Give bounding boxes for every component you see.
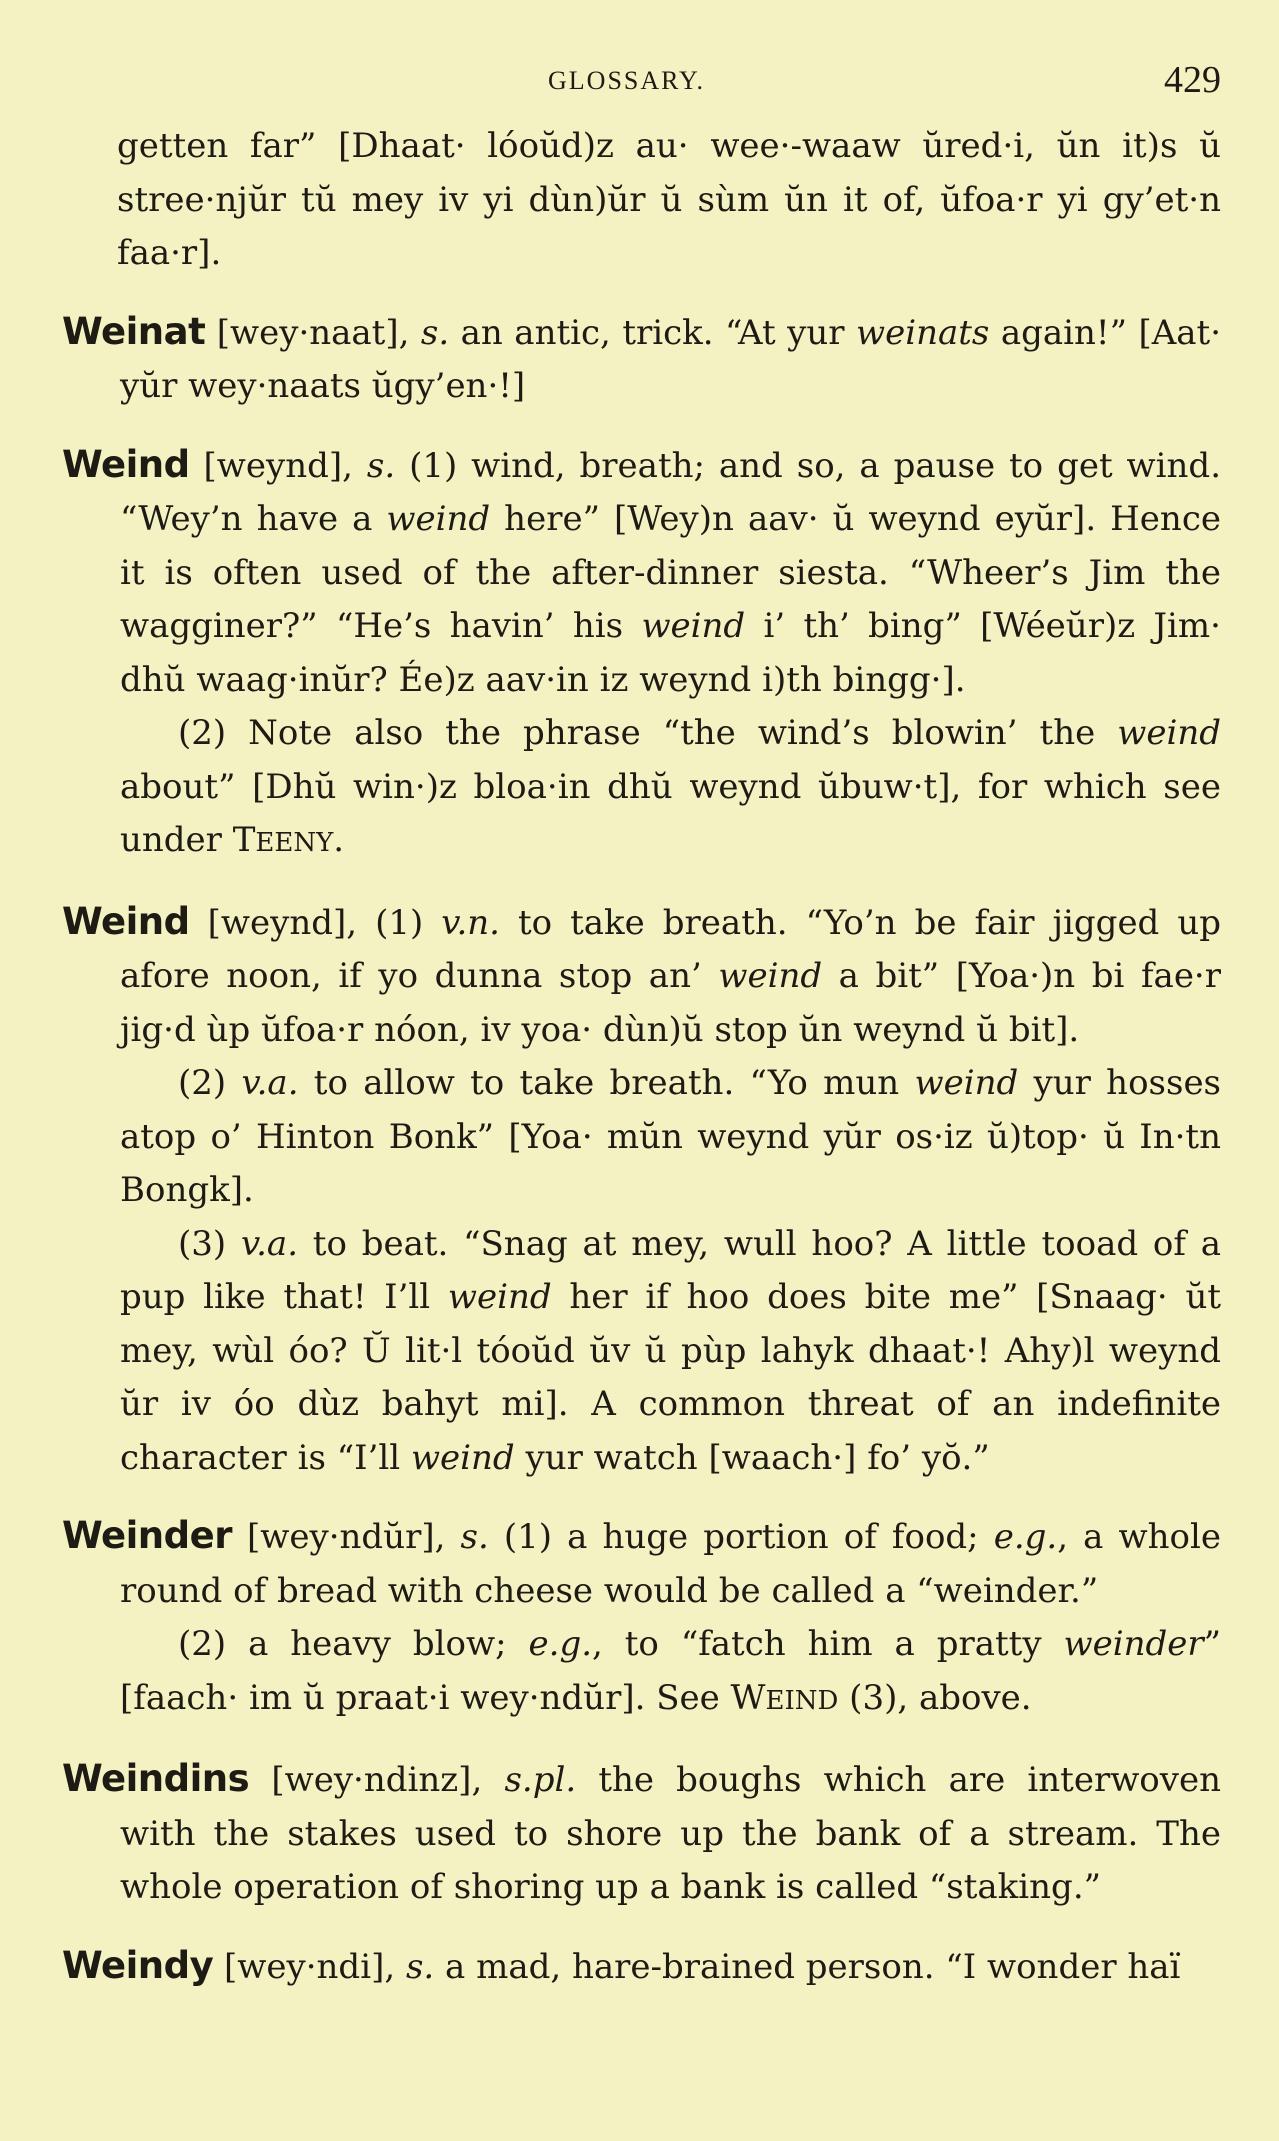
entry-text: about” [Dhŭ win·)z bloa·in dhŭ weynd ŭbuw·t], for which see under T xyxy=(120,766,1221,860)
italic-text: s. xyxy=(366,445,396,486)
italic-text: weind xyxy=(641,606,746,646)
italic-text: s. xyxy=(405,1946,435,1987)
entry-text: [wey·ndŭr], xyxy=(231,1517,461,1557)
glossary-entry xyxy=(32,305,1221,414)
small-caps-text: EIND xyxy=(765,1685,839,1716)
entry-text: yur watch [waach·] fo’ yŏ.” xyxy=(514,1437,990,1478)
page-header xyxy=(32,0,1221,120)
italic-text: weinats xyxy=(855,312,990,353)
entry-text: i’ th’ bing” [Wéeŭr)z Jim· dhŭ waag·inŭr? Ée)z aav·in iz weynd i)th bingg·]. xyxy=(120,606,1221,700)
entry-text: , a whole round of bread with cheese would be called a “weinder.” xyxy=(120,1517,1221,1611)
glossary-entry xyxy=(32,1939,1221,1995)
entry-text: [weynd], xyxy=(189,445,367,486)
entry-text: [wey·naat], xyxy=(205,312,421,353)
glossary-entry xyxy=(32,1752,1221,1915)
entry-text: , to “fatch him a pratty xyxy=(592,1624,1064,1664)
glossary-entries xyxy=(32,305,1221,1995)
glossary-entry xyxy=(32,1509,1221,1618)
entry-text: yur hosses atop o’ Hinton Bonk” [Yoa· mŭn weynd yŭr os·iz ŭ)top· ŭ In·tn Bongk]. xyxy=(120,1063,1222,1210)
entry-sense xyxy=(32,1218,1221,1486)
italic-text: weind xyxy=(1117,713,1221,753)
entry-text: to take breath. “Yo’n be fair jigged up afore noon, if yo dunna stop an’ xyxy=(120,902,1222,996)
italic-text: weind xyxy=(410,1437,515,1478)
entry-sense xyxy=(32,707,1221,871)
small-caps-text: EENY xyxy=(255,828,334,858)
entry-text: the boughs which are interwoven with the stakes used to shore up the bank of a stream. The whole operation of shoring up a bank is called “staking.” xyxy=(120,1760,1221,1907)
entry-text: [wey·ndi], xyxy=(213,1946,406,1987)
entry-text: her if hoo does bite me” [Snaag· ŭt mey, wùl óo? Ŭ lit·l tóoŭd ŭv ŭ pùp lahyk dhaat·! Ahy)l weynd ŭr iv óo dùz bahyt mi]. A common threat of an indefinite character is “I’ll xyxy=(120,1277,1221,1478)
entry-text: a bit” [Yoa·)n bi fae·r jig·d ùp ŭfoa·r nóon, iv yoa· dùn)ŭ stop ŭn weynd ŭ bit]. xyxy=(120,956,1221,1050)
italic-text: v.a. xyxy=(240,1223,299,1264)
italic-text: s. xyxy=(460,1517,489,1557)
entry-text: . xyxy=(333,820,345,860)
headword: Weinat xyxy=(62,309,206,353)
italic-text: weind xyxy=(386,499,491,539)
entry-text: [weynd], (1) xyxy=(189,902,442,943)
italic-text: weind xyxy=(447,1277,552,1317)
italic-text: e.g. xyxy=(993,1517,1058,1557)
glossary-entry xyxy=(32,438,1221,708)
entry-text: again!” [Aat· yŭr wey·naats ŭgy’en·!] xyxy=(120,312,1222,406)
headword: Weind xyxy=(62,442,190,486)
entry-text: (2) Note also the phrase “the wind’s blowin’ the xyxy=(178,713,1118,753)
headword: Weindins xyxy=(62,1757,250,1800)
entry-text: (3) xyxy=(178,1223,241,1264)
entry-text: (1) a huge portion of food; xyxy=(488,1517,994,1557)
entry-text: (2) xyxy=(178,1063,242,1103)
headword: Weind xyxy=(62,899,190,943)
entry-text: [wey·ndinz], xyxy=(249,1760,505,1800)
entry-text: here” [Wey)n aav· ŭ weynd eyŭr]. Hence it is often used of the after-dinner siesta. “Wheer’s Jim the wagginer?” “He’s havin’ his xyxy=(120,499,1221,646)
italic-text: v.a. xyxy=(241,1063,299,1103)
italic-text: weind xyxy=(914,1063,1019,1103)
headword: Weinder xyxy=(62,1514,232,1557)
page-number: 429 xyxy=(1164,59,1221,101)
entry-text: a mad, hare-brained person. “I wonder haï xyxy=(434,1946,1181,1987)
entry-text: to beat. “Snag at mey, wull hoo? A little tooad of a pup like that! I’ll xyxy=(120,1223,1221,1317)
entry-sense xyxy=(32,1057,1221,1218)
entry-text: (2) a heavy blow; xyxy=(178,1624,529,1664)
italic-text: e.g. xyxy=(528,1624,593,1664)
entry-text: an antic, trick. “At yur xyxy=(449,312,856,353)
entry-text: (3), above. xyxy=(838,1677,1032,1718)
italic-text: v.n. xyxy=(441,902,500,943)
continued-entry-text: getten far” [Dhaat· lóoŭd)z au· wee·-waaw ŭred·i, ŭn it)s ŭ stree·njŭr tŭ mey iv yi dùn)ŭr ŭ sùm ŭn it of, ŭfoa·r yi gy’et·n faa·r]. xyxy=(117,126,1221,273)
italic-text: weinder xyxy=(1063,1624,1204,1664)
headword: Weindy xyxy=(62,1943,214,1987)
running-head: GLOSSARY. xyxy=(548,66,705,95)
entry-text: (1) wind, breath; and so, a pause to get wind. “Wey’n have a xyxy=(120,445,1221,539)
italic-text: weind xyxy=(718,956,823,996)
italic-text: s.pl. xyxy=(504,1760,577,1800)
glossary-entry xyxy=(32,895,1221,1058)
entry-text: ” [faach· im ŭ praat·i wey·ndŭr]. See W xyxy=(120,1624,1221,1718)
entry-text: to allow to take breath. “Yo mun xyxy=(298,1063,915,1103)
italic-text: s. xyxy=(420,312,450,353)
entry-sense xyxy=(32,1618,1221,1728)
